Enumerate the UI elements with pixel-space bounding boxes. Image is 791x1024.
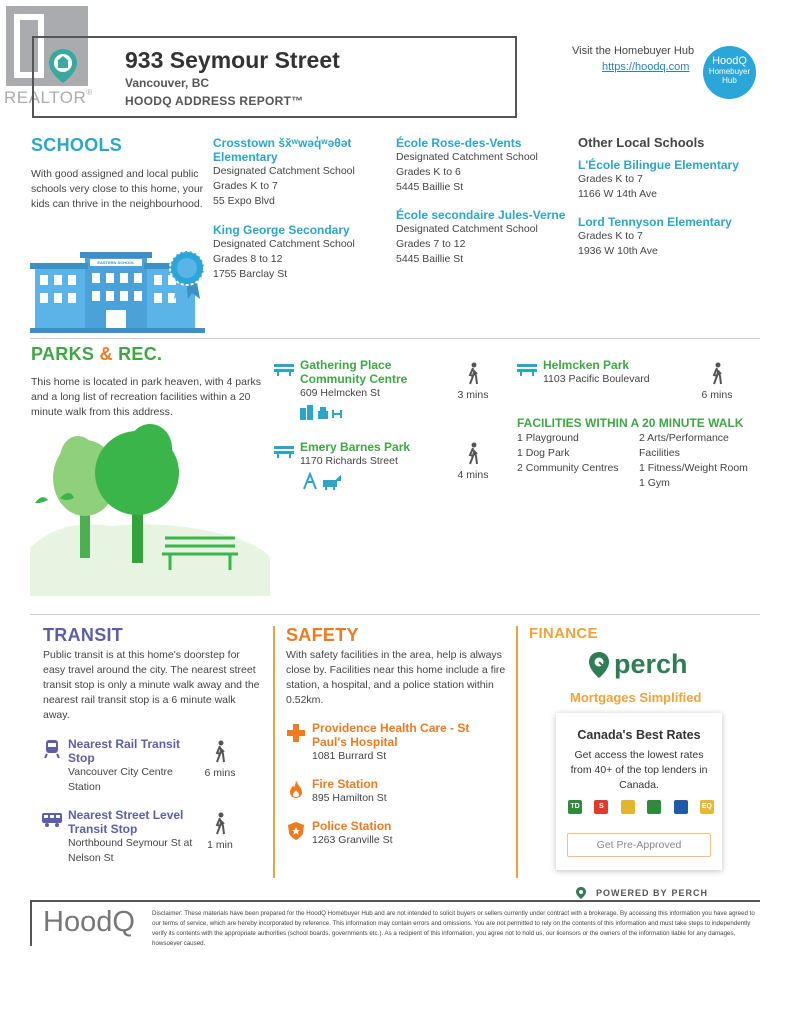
park-address: 1170 Richards Street xyxy=(300,455,398,467)
realtor-text: REALTOR xyxy=(4,88,87,107)
school-name[interactable]: École Rose-des-Vents xyxy=(396,136,522,150)
school-address: 1755 Barclay St xyxy=(213,268,288,280)
school-lecole-bilingue xyxy=(578,158,768,202)
safety-name[interactable]: Fire Station xyxy=(312,777,379,791)
school-king-george xyxy=(213,223,383,282)
bank-logo-eq: EQ xyxy=(700,800,714,814)
walk-time: 6 mins xyxy=(701,389,733,401)
disclaimer-text: Disclaimer: These materials have been prepared for the HoodQ Homebuyer Hub and are not intended to solicit buyers or sellers currently under contract with a brokerage. By accessing this information you have agreed to our terms of service, which are hereby incorporated by reference. This information may contain errors and omissions. You are not permitted to rely on the contents of this information and must take steps to independently verify its contents with the appropriate authorities (school boards, governments etc.). As a recipient of this information, you agree not to hold us, our licensors or the owners of the information liable for any damages, howsoever caused. xyxy=(152,910,755,947)
school-type: Designated Catchment School xyxy=(396,151,538,163)
park-name[interactable]: Helmcken Park xyxy=(543,358,630,372)
school-name[interactable]: Crosstown šx̌ʷwəq̓ʷəθət Elementary xyxy=(213,136,352,164)
facility-item: 1 Fitness/Weight Room xyxy=(639,462,748,474)
get-pre-approved-button[interactable]: Get Pre-Approved xyxy=(567,833,711,857)
park-gathering-place xyxy=(300,358,440,401)
transit-description: Public transit is at this home's doorstep for easy travel around the city. The nearest street transit stop is only a minute walk away and the nearest rail transit stop is a 6 minute walk away. xyxy=(43,649,260,721)
school-address: 55 Expo Blvd xyxy=(213,195,275,207)
registered-mark: ® xyxy=(86,88,93,97)
hub-link[interactable]: https://hoodq.com xyxy=(602,61,690,73)
walk-time: 1 min xyxy=(207,839,233,851)
powered-by-label: POWERED BY xyxy=(596,888,668,898)
facility-item: 1 Playground xyxy=(517,432,579,444)
city-label: Vancouver, BC xyxy=(125,76,210,90)
address-title: 933 Seymour Street xyxy=(125,47,340,73)
walk-time: 4 mins xyxy=(457,469,489,481)
safety-police xyxy=(312,819,482,848)
finance-title: FINANCE xyxy=(529,625,598,642)
schools-description: With good assigned and local public schools very close to this home, your kids can thrive in the neighbourhood. xyxy=(31,168,204,210)
award-ribbon-icon xyxy=(168,249,206,306)
perch-brand: perch xyxy=(614,649,688,679)
rates-card-text: Get access the lowest rates from 40+ of the top lenders in Canada. xyxy=(570,749,708,791)
school-name[interactable]: Lord Tennyson Elementary xyxy=(578,215,732,229)
police-badge-icon xyxy=(288,822,304,845)
school-grades: Grades K to 7 xyxy=(578,173,643,185)
rates-card[interactable] xyxy=(556,713,722,870)
walk-icon xyxy=(709,362,725,386)
school-address: 5445 Baillie St xyxy=(396,253,464,265)
bench-icon xyxy=(517,362,537,381)
safety-name[interactable]: Police Station xyxy=(312,819,392,833)
school-name[interactable]: École secondaire Jules-Verne xyxy=(396,208,566,222)
facility-item: 2 Community Centres xyxy=(517,462,619,474)
school-grades: Grades K to 7 xyxy=(213,180,278,192)
report-label: HOODQ ADDRESS REPORT™ xyxy=(125,94,304,108)
school-type: Designated Catchment School xyxy=(213,165,355,177)
school-crosstown xyxy=(213,136,383,209)
school-type: Designated Catchment School xyxy=(396,223,538,235)
school-rose-des-vents xyxy=(396,136,566,195)
hub-text: Visit the Homebuyer Hub xyxy=(572,45,695,57)
powered-by xyxy=(576,887,708,899)
school-jules-verne xyxy=(396,208,571,267)
hoodq-footer-logo: HoodQ xyxy=(43,906,135,938)
safety-title: SAFETY xyxy=(286,625,359,645)
school-grades: Grades K to 6 xyxy=(396,166,461,178)
perch-logo xyxy=(588,649,688,680)
bank-logo-td: TD xyxy=(568,800,582,814)
park-illustration xyxy=(30,408,270,596)
school-address: 5445 Baillie St xyxy=(396,181,464,193)
parks-title xyxy=(31,344,162,365)
school-grades: Grades 8 to 12 xyxy=(213,253,283,265)
school-address: 1166 W 14th Ave xyxy=(578,188,658,200)
walk-gathering-place xyxy=(452,362,494,401)
safety-fire xyxy=(312,777,482,806)
walk-time: 3 mins xyxy=(457,389,489,401)
badge-line2: Homebuyer xyxy=(708,67,751,76)
hoodq-hub-badge[interactable] xyxy=(703,46,756,99)
walk-emery-barnes xyxy=(452,442,494,481)
safety-address: 1081 Burrard St xyxy=(312,750,387,762)
walk-street xyxy=(200,812,240,851)
perch-tagline: Mortgages Simplified xyxy=(570,690,702,705)
walk-icon xyxy=(465,442,481,466)
safety-address: 1263 Granville St xyxy=(312,834,393,846)
bench-icon xyxy=(274,444,294,463)
divider-safety-finance xyxy=(516,626,518,878)
park-emery-barnes xyxy=(300,440,440,469)
bank-logo-gold xyxy=(621,800,635,814)
facility-item: 2 Arts/Performance Facilities xyxy=(639,432,729,459)
school-name[interactable]: King George Secondary xyxy=(213,223,350,237)
transit-name[interactable]: Nearest Rail Transit Stop xyxy=(68,737,181,765)
walk-icon xyxy=(212,740,228,764)
facilities-left xyxy=(517,431,635,476)
transit-street xyxy=(68,808,198,866)
transit-name[interactable]: Nearest Street Level Transit Stop xyxy=(68,808,184,836)
park-helmcken xyxy=(543,358,683,387)
bus-icon xyxy=(42,813,62,832)
parks-description: This home is located in park heaven, with 4 parks and a long list of recreation facilities within a 20 minute walk from this address. xyxy=(31,376,261,418)
transit-location: Vancouver City Centre Station xyxy=(68,766,173,793)
perch-small-pin-icon xyxy=(576,887,586,899)
school-lord-tennyson xyxy=(578,215,768,259)
community-centre-icons xyxy=(300,404,344,425)
other-schools-title: Other Local Schools xyxy=(578,135,705,150)
train-icon xyxy=(44,740,60,763)
playground-dogpark-icons xyxy=(302,472,342,495)
school-type: Designated Catchment School xyxy=(213,238,355,250)
hospital-cross-icon xyxy=(287,724,305,747)
parks-title-amp: & xyxy=(94,344,119,364)
walk-icon xyxy=(465,362,481,386)
school-building-label: EASTERN SCHOOL xyxy=(97,260,135,265)
transit-title: TRANSIT xyxy=(43,625,124,645)
bank-logo-green xyxy=(647,800,661,814)
safety-description: With safety facilities in the area, help is always close by. Facilities near this home include a fire station, a hospital, and a police station within 0.52km. xyxy=(286,649,506,706)
park-address: 609 Helmcken St xyxy=(300,387,380,399)
walk-time: 6 mins xyxy=(204,767,236,779)
transit-location: Northbound Seymour St at Nelson St xyxy=(68,837,193,864)
park-name[interactable]: Emery Barnes Park xyxy=(300,440,411,454)
facility-item: 1 Gym xyxy=(639,477,670,489)
divider-transit-safety xyxy=(273,626,275,878)
walk-helmcken xyxy=(696,362,738,401)
facilities-title: FACILITIES WITHIN A 20 MINUTE WALK xyxy=(517,416,744,430)
perch-pin-icon xyxy=(588,651,610,679)
parks-title-a: PARKS xyxy=(31,344,95,364)
park-name[interactable]: Gathering Place Community Centre xyxy=(300,358,408,386)
transit-rail xyxy=(68,737,188,795)
walk-icon xyxy=(212,812,228,836)
schools-title: SCHOOLS xyxy=(31,135,123,155)
badge-line3: Hub xyxy=(722,76,737,85)
badge-line1: HoodQ xyxy=(712,55,747,67)
powered-by-brand: PERCH xyxy=(671,888,709,898)
school-grades: Grades 7 to 12 xyxy=(396,238,466,250)
bank-logo-scotia: S xyxy=(594,800,608,814)
bank-logo-blue xyxy=(674,800,688,814)
safety-address: 895 Hamilton St xyxy=(312,792,387,804)
safety-name[interactable]: Providence Health Care - St Paul's Hospital xyxy=(312,721,470,749)
divider-parks-bottom xyxy=(30,614,760,615)
park-address: 1103 Pacific Boulevard xyxy=(543,373,650,385)
fire-icon xyxy=(289,780,303,803)
divider-schools-parks xyxy=(30,338,760,339)
rates-card-title: Canada's Best Rates xyxy=(577,728,701,742)
school-address: 1936 W 10th Ave xyxy=(578,245,658,257)
school-name[interactable]: L'École Bilingue Elementary xyxy=(578,158,739,172)
school-grades: Grades K to 7 xyxy=(578,230,643,242)
parks-title-b: REC. xyxy=(118,344,163,364)
bank-logos xyxy=(568,800,714,814)
facilities-right xyxy=(639,431,764,491)
bench-icon xyxy=(274,362,294,381)
walk-rail xyxy=(200,740,240,779)
safety-hospital xyxy=(312,721,482,764)
facility-item: 1 Dog Park xyxy=(517,447,570,459)
